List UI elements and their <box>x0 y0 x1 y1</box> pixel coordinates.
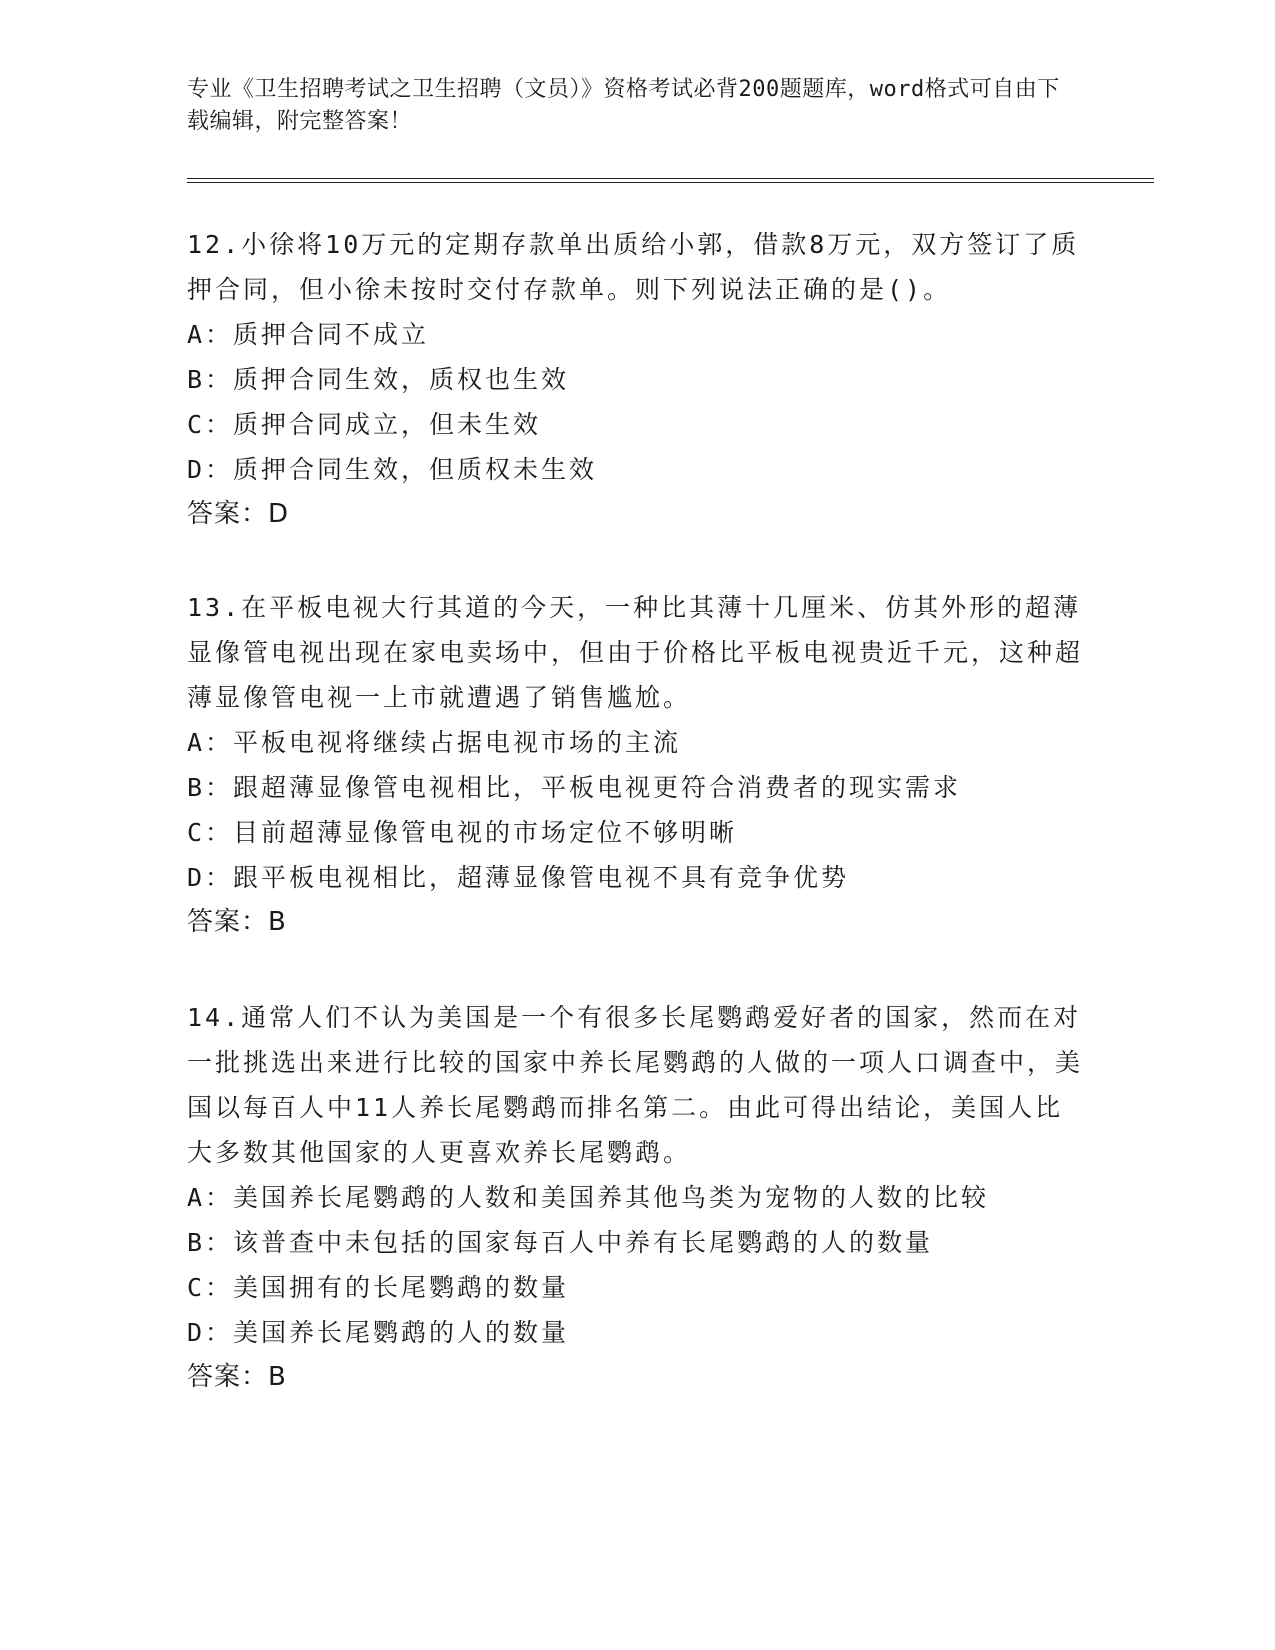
question-stem: 14.通常人们不认为美国是一个有很多长尾鹦鹉爱好者的国家，然而在对一批挑选出来进行比较的国家中养长尾鹦鹉的人做的一项人口调查中，美国以每百人中11人养长尾鹦鹉而排名第二。由此可得出结论，美国人比大多数其他国家的人更喜欢养长尾鹦鹉。 <box>187 1003 1084 1167</box>
answer: 答案：B <box>187 907 287 937</box>
option-c: C：目前超薄显像管电视的市场定位不够明晰 <box>187 818 738 847</box>
option-d: D：质押合同生效，但质权未生效 <box>187 455 598 484</box>
option-a: A：质押合同不成立 <box>187 320 430 349</box>
option-b: B：该普查中未包括的国家每百人中养有长尾鹦鹉的人的数量 <box>187 1228 934 1257</box>
document-header: 专业《卫生招聘考试之卫生招聘（文员）》资格考试必背200题题库，word格式可自由下载编辑，附完整答案！ <box>187 77 1060 134</box>
option-d: D：跟平板电视相比，超薄显像管电视不具有竞争优势 <box>187 863 850 892</box>
option-c: C：美国拥有的长尾鹦鹉的数量 <box>187 1273 570 1302</box>
option-a: A：平板电视将继续占据电视市场的主流 <box>187 728 682 757</box>
question-stem: 12.小徐将10万元的定期存款单出质给小郭，借款8万元，双方签订了质押合同，但小徐未按时交付存款单。则下列说法正确的是()。 <box>187 230 1080 304</box>
answer: 答案：D <box>187 499 290 529</box>
question-14 <box>187 995 1087 1400</box>
option-b: B：质押合同生效，质权也生效 <box>187 365 570 394</box>
option-c: C：质押合同成立，但未生效 <box>187 410 542 439</box>
answer: 答案：B <box>187 1362 287 1392</box>
question-13 <box>187 585 1087 945</box>
option-a: A：美国养长尾鹦鹉的人数和美国养其他鸟类为宠物的人数的比较 <box>187 1183 990 1212</box>
question-stem: 13.在平板电视大行其道的今天，一种比其薄十几厘米、仿其外形的超薄显像管电视出现在家电卖场中，但由于价格比平板电视贵近千元，这种超薄显像管电视一上市就遭遇了销售尴尬。 <box>187 593 1084 712</box>
question-12 <box>187 222 1087 537</box>
header-divider <box>187 178 1154 183</box>
option-b: B：跟超薄显像管电视相比，平板电视更符合消费者的现实需求 <box>187 773 962 802</box>
option-d: D：美国养长尾鹦鹉的人的数量 <box>187 1318 570 1347</box>
